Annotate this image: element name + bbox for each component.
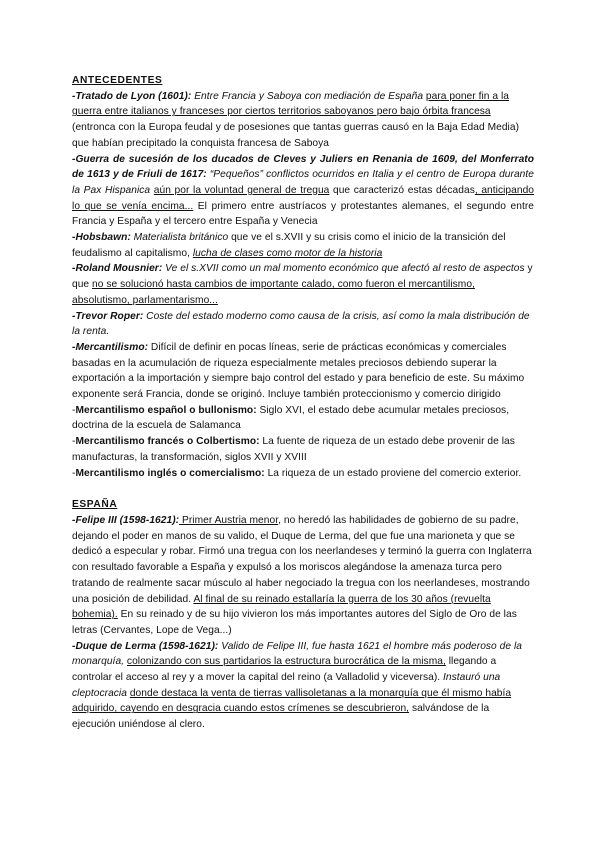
term-felipe-iii: -Felipe III (1598-1621):	[72, 514, 180, 526]
term-hobsbawn: -Hobsbawn:	[72, 232, 131, 244]
paragraph-bullonismo: -Mercantilismo español o bullonismo: Siglo XVI, el estado debe acumular metales preciosos, doctrina de la escuela de Salamanca	[72, 404, 510, 432]
paragraph-comercialismo: -Mercantilismo inglés o comercialismo: La riqueza de un estado proviene del comercio exterior.	[72, 467, 522, 479]
term-comercialismo: Mercantilismo inglés o comercialismo:	[75, 467, 265, 479]
paragraph-guerra-sucesion: -Guerra de sucesión de los ducados de Cleves y Juliers en Renania de 1609, del Monferrato de 1613 y de Friuli de 1617: “Pequeños” conflictos ocurridos en Italia y el centro de Europa durante la Pax Hispanica aún por la voluntad general de tregua que caracterizó estas décadas, anticipando lo que se venía encima... El primero entre austríacos y protestantes alemanes, el segundo entre Francia y España y el tercero entre España y Venecia	[72, 153, 534, 228]
section-spacer	[72, 481, 534, 497]
paragraph-colbertismo: -Mercantilismo francés o Colbertismo: La fuente de riqueza de un estado debe provenir de las manufacturas, la transformación, siglos XVII y XVIII	[72, 436, 515, 463]
term-trevor-roper: -Trevor Roper:	[72, 310, 144, 322]
term-duque-lerma: -Duque de Lerma (1598-1621):	[72, 640, 219, 652]
term-bullonismo: Mercantilismo español o bullonismo:	[75, 404, 257, 416]
paragraph-felipe-iii: -Felipe III (1598-1621): Primer Austria menor, no heredó las habilidades de gobierno de su padre, dejando el poder en manos de su valido, el Duque de Lerma, del que fue una marioneta y que se dedicó a especular y robar. Firmó una tregua con los neerlandeses y terminó la guerra con Inglaterra con resultado favorable a España y expulsó a los moriscos alegándose la amenaza turca pero tratando de realmente sacar músculo al haber negociado la tregua con los neerlandeses, mostrando una posición de debilidad. Al final de su reinado estallaría la guerra de los 30 años (revuelta bohemia). En su reinado y de su hijo vivieron los más importantes autores del Siglo de Oro de las letras (Cervantes, Lope de Vega...)	[72, 514, 532, 636]
term-tratado-lyon: -Tratado de Lyon (1601):	[72, 90, 192, 102]
term-mousnier: -Roland Mousnier:	[72, 263, 163, 275]
heading-antecedentes: ANTECEDENTES	[72, 75, 163, 86]
paragraph-mousnier: -Roland Mousnier: Ve el s.XVII como un mal momento económico que afectó al resto de aspectos y que no se solucionó hasta cambios de importante calado, como fueron el mercantilismo, absolutismo, parlamentarismo...	[72, 263, 533, 306]
term-guerra-sucesion: -Guerra de sucesión de los ducados de Cleves y Juliers en Renania de 1609, del Monferrato de 1613 y de Friuli de 1617:	[72, 153, 534, 181]
paragraph-trevor-roper: -Trevor Roper: Coste del estado moderno como causa de la crisis, así como la mala distribución de la renta.	[72, 310, 530, 338]
paragraph-hobsbawn: -Hobsbawn: Materialista británico que ve el s.XVII y su crisis como el inicio de la transición del feudalismo al capitalismo, lucha de clases como motor de la historia	[72, 232, 506, 259]
paragraph-tratado-lyon: -Tratado de Lyon (1601): Entre Francia y Saboya con mediación de España para poner fin a la guerra entre italianos y franceses por ciertos territorios saboyanos pero bajo órbita francesa (entronca con la Europa feudal y de posesiones que tantas guerras causó en la Baja Edad Media) que habían precipitado la conquista francesa de Saboya	[72, 90, 520, 149]
term-colbertismo: Mercantilismo francés o Colbertismo:	[75, 436, 260, 448]
heading-espana: ESPAÑA	[72, 499, 118, 511]
term-mercantilismo: -Mercantilismo:	[72, 341, 149, 353]
paragraph-duque-lerma: -Duque de Lerma (1598-1621): Valido de Felipe III, fue hasta 1621 el hombre más poderoso de la monarquía, colonizando con sus partidarios la estructura burocrática de la misma, llegando a controlar el acceso al rey y a mover la capital del reino (a Valladolid y viceversa). Instauró una cleptocracia donde destaca la venta de tierras vallisoletanas a la monarquía que él mismo había adquirido, cayendo en desgracia cuando estos crímenes se descubrieron, salvándose de la ejecución uniéndose al clero.	[72, 640, 522, 731]
paragraph-mercantilismo: -Mercantilismo: Difícil de definir en pocas líneas, serie de prácticas económicas y comerciales basadas en la acumulación de riqueza especialmente metales preciosos debiendo superar la exportación a la importación y siempre bajo control del estado y para beneficio de este. Su máximo exponente será Francia, donde se originó. Incluye también proteccionismo y comercio dirigido	[72, 341, 525, 401]
document-body	[72, 73, 534, 733]
